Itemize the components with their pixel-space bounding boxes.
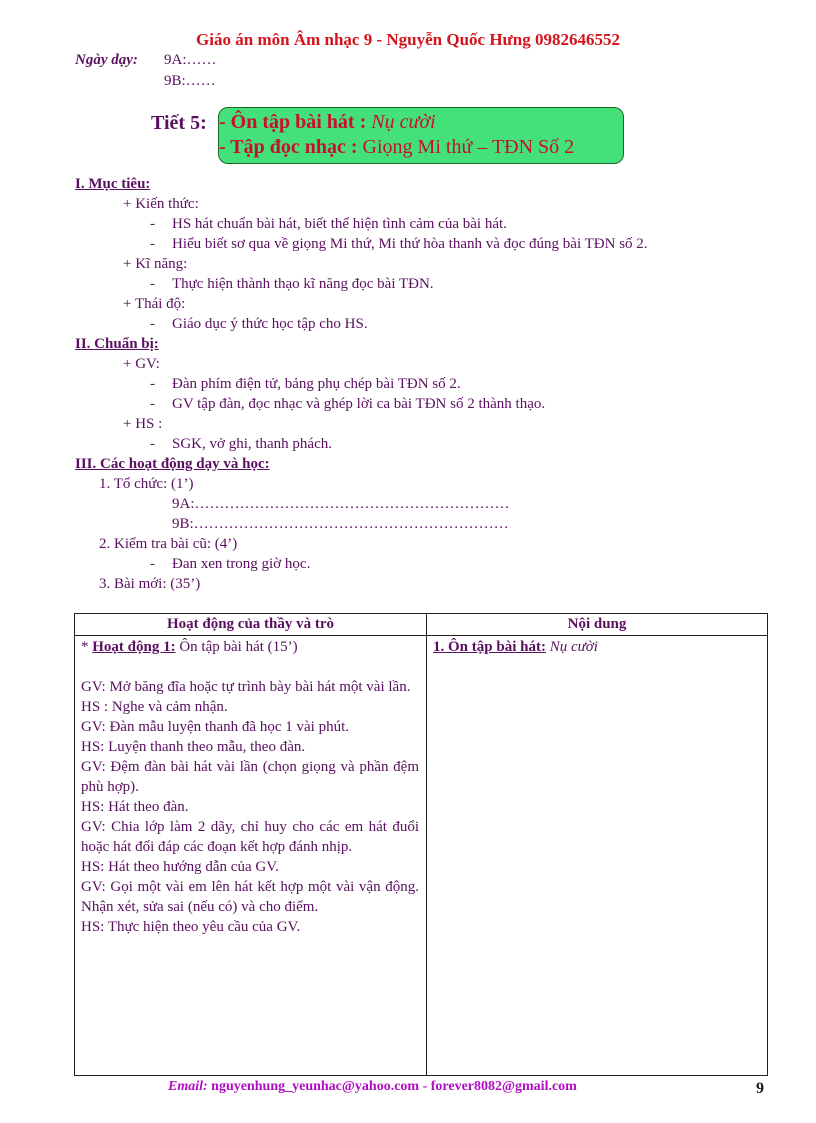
activity-line-2: HS : Nghe và cảm nhận. [81, 699, 228, 715]
lesson-title-box [218, 107, 624, 164]
activity-line-4: HS: Luyện thanh theo mẫu, theo đàn. [81, 739, 306, 755]
kiem-tra-sub: - Đan xen trong giờ học. [150, 556, 311, 572]
activity-line-1: GV: Mở băng đĩa hoặc tự trình bày bài hát một vài lần. [81, 679, 411, 695]
gv-item-1: - Đàn phím điện tử, bảng phụ chép bài TĐN số 2. [150, 376, 461, 392]
activity-line-6: HS: Hát theo đàn. [81, 799, 189, 815]
to-chuc-9b: 9B:……………………………………………………… [172, 516, 509, 532]
activity-line-9: GV: Gọi một vài em lên hát kết hợp một vài vận động. Nhận xét, sửa sai (nếu có) và cho điểm. [81, 879, 419, 915]
page-number: 9 [756, 1080, 764, 1097]
section-2-heading: II. Chuẩn bị: [75, 336, 159, 352]
activity-line-10: HS: Thực hiện theo yêu cầu của GV. [81, 919, 301, 935]
lesson-line2-rest: Giọng Mi thứ – TĐN Số 2 [362, 136, 575, 158]
section-3-item-3: 3. Bài mới: (35’) [99, 576, 201, 592]
gv-label: + GV: [123, 356, 160, 372]
section-3-item-1: 1. Tổ chức: (1’) [99, 476, 194, 492]
date-9b: 9B:…… [164, 73, 216, 89]
email-label: Email: [168, 1079, 208, 1094]
lesson-line1-prefix: - Ôn tập bài hát : [219, 111, 372, 133]
activity-heading: * Hoạt động 1: Ôn tập bài hát (15’) [81, 639, 298, 655]
activity-body [81, 677, 419, 937]
table-column-divider [426, 614, 427, 1075]
table-header-divider [75, 635, 767, 636]
kien-thuc-label: + Kiến thức: [123, 196, 199, 212]
email-text: nguyenhung_yeunhac@yahoo.com - forever8082@gmail.com [207, 1079, 577, 1094]
gv-item-2: - GV tập đàn, đọc nhạc và ghép lời ca bài TĐN số 2 thành thạo. [150, 396, 546, 412]
lesson-line1-song: Nụ cười [371, 111, 436, 133]
ki-nang-label: + Kĩ năng: [123, 256, 188, 272]
lesson-title-line1 [219, 111, 436, 134]
footer-email [168, 1079, 577, 1095]
section-3-item-2: 2. Kiểm tra bài cũ: (4’) [99, 536, 238, 552]
kien-thuc-item-1: - HS hát chuẩn bài hát, biết thể hiện tình cảm của bài hát. [150, 216, 507, 232]
kien-thuc-item-2: - Hiểu biết sơ qua về giọng Mi thứ, Mi thứ hòa thanh và đọc đúng bài TĐN số 2. [150, 236, 648, 252]
hs-item-1: - SGK, vở ghi, thanh phách. [150, 436, 332, 452]
thai-do-item-1: - Giáo dục ý thức học tập cho HS. [150, 316, 368, 332]
activity-line-7: GV: Chia lớp làm 2 dãy, chỉ huy cho các em hát đuổi hoặc hát đối đáp các đoạn kết hợp đánh nhịp. [81, 819, 419, 855]
activity-line-3: GV: Đàn mẫu luyện thanh đã học 1 vài phút. [81, 719, 349, 735]
section-1-heading: I. Mục tiêu: [75, 176, 151, 192]
lesson-label: Tiết 5: [151, 112, 207, 134]
lesson-title-line2 [219, 136, 574, 159]
activity-line-8: HS: Hát theo hướng dẫn của GV. [81, 859, 279, 875]
page-header: Giáo án môn Âm nhạc 9 - Nguyễn Quốc Hưng 0982646552 [196, 30, 620, 49]
lesson-line2-prefix: - Tập đọc nhạc : [219, 136, 363, 158]
ki-nang-item-1: - Thực hiện thành thạo kĩ năng đọc bài TĐN. [150, 276, 434, 292]
table-header-activity: Hoạt động của thầy và trò [166, 616, 335, 632]
activity-line-5: GV: Đệm đàn bài hát vài lần (chọn giọng và phần đệm phù hợp). [81, 759, 419, 795]
hs-label: + HS : [123, 416, 163, 432]
date-label: Ngày dạy: [75, 52, 138, 68]
to-chuc-9a: 9A:……………………………………………………… [172, 496, 510, 512]
thai-do-label: + Thái độ: [123, 296, 186, 312]
content-heading: 1. Ôn tập bài hát: Nụ cười [433, 639, 598, 655]
lesson-activity-table [74, 613, 768, 1076]
date-9a: 9A:…… [164, 52, 217, 68]
table-header-content: Nội dung [567, 616, 627, 632]
section-3-heading: III. Các hoạt động dạy và học: [75, 456, 270, 472]
